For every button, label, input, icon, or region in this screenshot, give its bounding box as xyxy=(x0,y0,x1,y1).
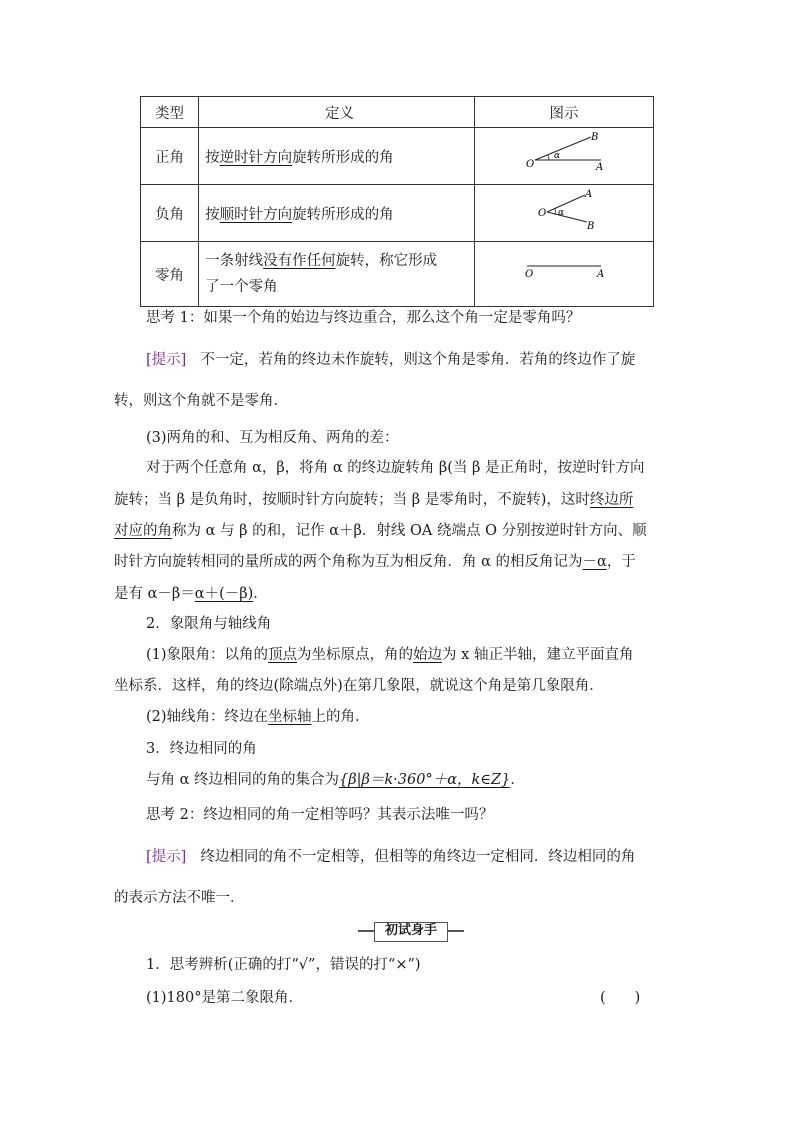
table-row xyxy=(141,185,654,242)
svg-text:α: α xyxy=(553,151,561,161)
table-row xyxy=(141,128,654,185)
svg-text:B: B xyxy=(586,221,595,232)
paragraph-line: 是有 α－β＝α＋(－β)． xyxy=(114,586,268,602)
paragraph-line: 坐标系．这样，角的终边(除端点外)在第几象限，就说这个角是第几象限角． xyxy=(114,678,604,694)
positive-angle-diagram xyxy=(474,128,653,185)
section-2-title: 2．象限角与轴线角 xyxy=(146,616,272,632)
svg-text:B: B xyxy=(590,132,599,143)
row-type-negative: 负角 xyxy=(141,185,199,242)
section-banner: 初试身手 xyxy=(358,922,464,940)
hint-tag: [提示] xyxy=(146,352,187,368)
svg-text:A: A xyxy=(596,269,605,280)
paragraph-line: (1)象限角：以角的顶点为坐标原点，角的始边为 x 轴正半轴，建立平面直角 xyxy=(146,647,634,663)
header-diagram: 图示 xyxy=(474,97,653,128)
answer-bracket: ( ) xyxy=(600,990,641,1006)
header-definition: 定义 xyxy=(199,97,475,128)
svg-text:O: O xyxy=(524,269,534,280)
section-3-title: (3)两角的和、互为相反角、两角的差： xyxy=(146,430,399,446)
answer-2-line-1: [提示] 终边相同的角不一定相等，但相等的角终边一定相同．终边相同的角 xyxy=(146,849,636,865)
exercise-1-title: 1．思考辨析(正确的打“√”，错误的打“×”) xyxy=(146,957,421,973)
svg-text:α: α xyxy=(557,208,565,218)
svg-text:A: A xyxy=(584,189,593,200)
svg-text:O: O xyxy=(537,208,547,219)
negative-angle-diagram xyxy=(474,185,653,242)
table-row xyxy=(141,242,654,307)
row-definition: 按顺时针方向旋转所形成的角 xyxy=(199,185,475,242)
paragraph-line: 与角 α 终边相同的角的集合为{β|β＝k·360°＋α，k∈Z}． xyxy=(146,772,525,788)
exercise-1-item: (1)180°是第二象限角． xyxy=(146,990,303,1006)
question-2: 思考 2：终边相同的角一定相等吗？其表示法唯一吗？ xyxy=(146,807,494,823)
paragraph-line: 对应的角称为 α 与 β 的和，记作 α＋β．射线 OA 绕端点 O 分别按逆时针方向、顺 xyxy=(114,523,647,539)
paragraph-line: 旋转；当 β 是负角时，按顺时针方向旋转；当 β 是零角时，不旋转)，这时终边所 xyxy=(114,492,634,508)
answer-2-line-2: 的表示方法不唯一． xyxy=(114,890,245,906)
paragraph-line: (2)轴线角：终边在坐标轴上的角． xyxy=(146,709,370,725)
paragraph-line: 时针方向旋转相同的量所成的两个角称为互为相反角．角 α 的相反角记为－α，于 xyxy=(114,554,636,570)
svg-text:A: A xyxy=(595,162,604,173)
answer-1-line-2: 转，则这个角就不是零角． xyxy=(114,393,288,409)
question-1: 思考 1：如果一个角的始边与终边重合，那么这个角一定是零角吗？ xyxy=(146,310,581,326)
row-definition: 按逆时针方向旋转所形成的角 xyxy=(199,128,475,185)
hint-tag: [提示] xyxy=(146,849,187,865)
row-type-positive: 正角 xyxy=(141,128,199,185)
angle-types-table xyxy=(140,96,654,307)
header-type: 类型 xyxy=(141,97,199,128)
row-definition: 一条射线没有作任何旋转，称它形成 了一个零角 xyxy=(199,242,475,307)
answer-1-line-1: [提示] 不一定，若角的终边未作旋转，则这个角是零角．若角的终边作了旋 xyxy=(146,352,636,368)
svg-text:O: O xyxy=(525,159,535,170)
row-type-zero: 零角 xyxy=(141,242,199,307)
section-3-heading: 3．终边相同的角 xyxy=(146,741,257,757)
paragraph-line: 对于两个任意角 α，β，将角 α 的终边旋转角 β(当 β 是正角时，按逆时针方向 xyxy=(146,460,645,476)
table-header-row xyxy=(141,97,654,128)
zero-angle-diagram xyxy=(474,242,653,307)
